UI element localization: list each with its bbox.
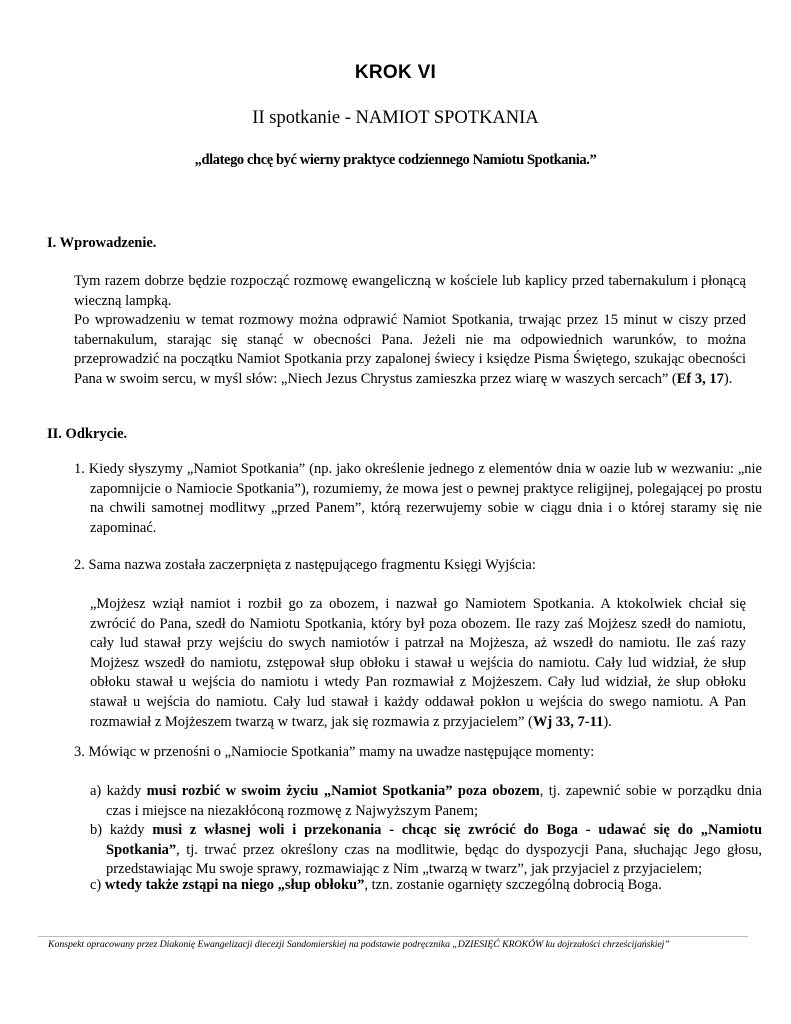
footer-note: Konspekt opracowany przez Diakonię Ewangelizacji diecezji Sandomierskiej na podstawie podręcznika „DZIESIĘĆ KROKÓW ku dojrzałości chrześcijańskiej”: [48, 939, 670, 950]
moment-c: [90, 876, 746, 896]
moment-b-label: b) każdy: [90, 822, 153, 838]
scripture-ref-ef: Ef 3, 17: [676, 370, 724, 387]
page-subtitle: II spotkanie - NAMIOT SPOTKANIA: [252, 108, 539, 128]
moment-a-bold: musi rozbić w swoim życiu „Namiot Spotkania” poza obozem: [146, 783, 540, 799]
intro-paragraph-2: [74, 311, 746, 389]
section-heading-discovery: II. Odkrycie.: [47, 426, 128, 442]
moment-c-bold: wtedy także zstąpi na niego „słup obłoku”: [104, 877, 365, 893]
moment-b: [90, 821, 762, 880]
intro-paragraph-1-text: Tym razem dobrze będzie rozpocząć rozmowę ewangeliczną w kościele lub kaplicy przed tabernakulum i płonącą wieczną lampką.: [74, 273, 746, 309]
exodus-quote-end: ).: [603, 713, 612, 730]
moment-a-rest: , tj. zapewnić sobie w porządku dnia czas i miejsce na niezakłóconą rozmowę z Najwyższym Panem;: [106, 783, 762, 819]
intro-paragraph-2-end: ).: [723, 370, 733, 387]
section-heading-introduction: I. Wprowadzenie.: [47, 235, 157, 251]
intro-paragraph-2-text: Po wprowadzeniu w temat rozmowy można odprawić Namiot Spotkania, trwając przez 15 minut w ciszy przed tabernakulum, starając się stanąć w obecności Pana. Jeżeli nie ma odpowiednich warunków, to można przeprowadzić na początku Namiot Spotkania przy zapalonej świecy i księdze Pisma Świętego, szukając obecności Pana w swoim sercu, w myśl słów: „Niech Jezus Chrystus zamieszka przez wiarę w waszych sercach” (: [74, 312, 746, 387]
discovery-item-2: 2. Sama nazwa została zaczerpnięta z następującego fragmentu Księgi Wyjścia:: [74, 557, 536, 573]
moment-c-label: c): [90, 877, 105, 893]
moment-b-bold: musi z własnej woli i przekonania - chcąc się zwrócić do Boga - udawać się do „Namiotu Spotkania”: [106, 822, 763, 858]
motto: „dlatego chcę być wierny praktyce codziennego Namiotu Spotkania.”: [194, 152, 597, 168]
exodus-quote: [90, 595, 746, 732]
moment-b-rest: , tj. trwać przez określony czas na modlitwie, będąc do dyspozycji Pana, słuchając Jego głosu, przedstawiając Mu swoje sprawy, rozmawiając z Nim „twarzą w twarz”, jak przyjaciel z przyjacielem;: [106, 841, 762, 878]
discovery-item-3: 3. Mówiąc w przenośni o „Namiocie Spotkania” mamy na uwadze następujące momenty:: [74, 744, 595, 760]
scripture-ref-wj: Wj 33, 7-11: [532, 713, 604, 730]
moment-c-rest: , tzn. zostanie ogarnięty szczególną dobrocią Boga.: [364, 877, 662, 893]
footer-divider: [38, 936, 748, 937]
intro-paragraph-1: [74, 272, 746, 311]
page-title: KROK VI: [354, 62, 437, 83]
moment-a: [90, 782, 762, 821]
exodus-quote-text: „Mojżesz wziął namiot i rozbił go za obozem, i nazwał go Namiotem Spotkania. A ktokolwiek chciał się zwrócić do Pana, szedł do Namiotu Spotkania, który był poza obozem. Ile razy zaś Mojżesz szedł do namiotu, cały lud stawał przy wejściu do swych namiotów i patrzał na Mojżesza, aż wszedł do namiotu. Ile zaś razy Mojżesz wszedł do namiotu, zstępował słup obłoku i stawał u wejścia do namiotu. Cały lud widział, że słup obłoku stawał u wejścia do namiotu i wtedy Pan rozmawiał z Mojżeszem. Cały lud widział, że słup obłoku stawał u wejścia do namiotu. Cały lud stawał i każdy oddawał pokłon u wejścia do swego namiotu. A Pan rozmawiał z Mojżeszem twarzą w twarz, jak się rozmawia z przyjacielem” (: [90, 596, 746, 730]
moment-a-label: a) każdy: [90, 783, 147, 799]
discovery-item-1: 1. Kiedy słyszymy „Namiot Spotkania” (np. jako określenie jednego z elementów dnia w oazie lub w wezwaniu: „nie zapomnijcie o Namiocie Spotkania”), rozumiemy, że mowa jest o pewnej praktyce religijnej, polegającej po prostu na chwili samotnej modlitwy „przed Panem”, którą rezerwujemy sobie w ciągu dnia i o której staramy się nie zapominać.: [74, 461, 762, 536]
